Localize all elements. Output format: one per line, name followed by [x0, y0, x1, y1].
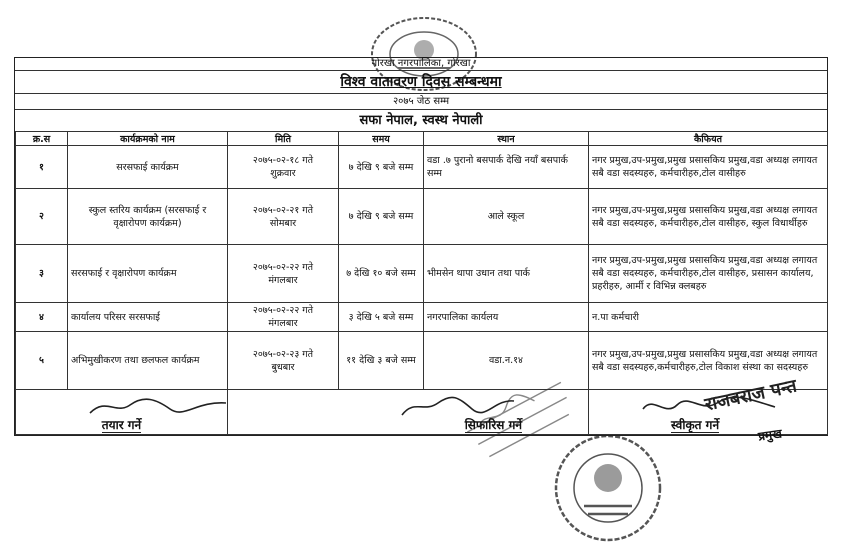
- col-header-remarks: कैफियत: [589, 132, 828, 146]
- program-table: [15, 131, 828, 435]
- row-time: ११ देखि ३ बजे सम्म: [339, 332, 424, 390]
- row-date-line2: बुधबार: [271, 361, 295, 373]
- row-program: स्कुल स्तरिय कार्यक्रम (सरसफाई र वृक्षारोपण कार्यक्रम): [68, 189, 228, 245]
- col-header-place: स्थान: [424, 132, 589, 146]
- table-row: [16, 146, 828, 189]
- row-remarks: नगर प्रमुख,उप-प्रमुख,प्रमुख प्रसासकिय प्रमुख,वडा अध्यक्ष लगायत सबै वडा सदस्यहरु,कर्मचारीहरु,टोल विकाश संस्था का सदस्यहरु: [589, 332, 828, 390]
- col-header-time: समय: [339, 132, 424, 146]
- row-sn: ३: [16, 245, 68, 303]
- row-date-line2: मंगलबार: [268, 318, 298, 329]
- table-row: [16, 189, 828, 245]
- row-program: अभिमुखीकरण तथा छलफल कार्यक्रम: [68, 332, 228, 390]
- prepared-label: तयार गर्ने: [101, 418, 142, 432]
- row-program: सरसफाई कार्यक्रम: [68, 146, 228, 189]
- row-date-line2: मंगलबार: [268, 274, 298, 286]
- row-remarks: न.पा कर्मचारी: [589, 303, 828, 332]
- row-time: ७ देखि ९ बजे सम्म: [339, 189, 424, 245]
- row-date-line1: २०७५-०२-२३ गते: [252, 348, 314, 360]
- table-row: [16, 245, 828, 303]
- official-name-stamp: राजबराज पन्त: [702, 375, 799, 416]
- row-time: ३ देखि ५ बजे सम्म: [339, 303, 424, 332]
- row-date-line1: २०७५-०२-२२ गते: [252, 261, 314, 273]
- office-name: गोरखा नगरपालिका, गोरखा: [15, 58, 827, 71]
- row-sn: २: [16, 189, 68, 245]
- row-place: भीमसेन थापा उधान तथा पार्क: [424, 245, 589, 303]
- prepared-signature: [86, 395, 236, 419]
- table-header-row: [16, 132, 828, 146]
- row-date: [228, 303, 339, 332]
- row-sn: १: [16, 146, 68, 189]
- row-program: कार्यालय परिसर सरसफाई: [68, 303, 228, 332]
- row-date-line2: शुक्रवार: [270, 168, 296, 179]
- col-header-program: कार्यक्रमको नाम: [68, 132, 228, 146]
- official-role-stamp: प्रमुख: [757, 426, 783, 444]
- prepared-cell: [16, 390, 228, 435]
- program-sheet: [14, 57, 828, 436]
- row-date: [228, 146, 339, 189]
- row-date: [228, 245, 339, 303]
- row-date-line1: २०७५-०२-२१ गते: [252, 204, 314, 216]
- document-title: विश्व वातावरण दिवस सम्बन्धमा: [15, 71, 827, 94]
- approved-label: स्वीकृत गर्ने: [671, 418, 720, 432]
- row-program: सरसफाई र वृक्षारोपण कार्यक्रम: [68, 245, 228, 303]
- row-time: ७ देखि १० बजे सम्म: [339, 245, 424, 303]
- row-place: वडा .७ पुरानो बसपार्क देखि नयाँ बसपार्क सम्म: [424, 146, 589, 189]
- row-remarks: नगर प्रमुख,उप-प्रमुख,प्रमुख प्रसासकिय प्रमुख,वडा अध्यक्ष लगायत सबै वडा सदस्यहरु, कर्मचारीहरु,टोल वासीहरु, स्कुल विधार्थीहरु: [589, 189, 828, 245]
- row-date-line1: २०७५-०२-१८ गते: [252, 155, 314, 166]
- row-place: वडा.न.१४: [424, 332, 589, 390]
- row-remarks: नगर प्रमुख,उप-प्रमुख,प्रमुख प्रसासकिय प्रमुख,वडा अध्यक्ष लगायत सबै वडा सदस्यहरु, कर्मचारीहरु,टोल वासीहरु, प्रसासन कार्यालय, प्रहरीहरु, आर्मी र विभिन्न क्लबहरु: [589, 245, 828, 303]
- recommended-signature: [398, 395, 518, 419]
- row-place: नगरपालिका कार्यलय: [424, 303, 589, 332]
- recommended-label: सिफारिस गर्ने: [464, 418, 522, 432]
- row-date: [228, 332, 339, 390]
- slogan: सफा नेपाल, स्वस्थ नेपाली: [359, 113, 483, 128]
- table-row: [16, 332, 828, 390]
- row-time: ७ देखि ९ बजे सम्म: [339, 146, 424, 189]
- row-place: आले स्कूल: [424, 189, 589, 245]
- row-date-line1: २०७५-०२-२२ गते: [252, 305, 314, 316]
- row-date-line2: सोमबार: [269, 217, 297, 229]
- row-remarks: नगर प्रमुख,उप-प्रमुख,प्रमुख प्रसासकिय प्रमुख,वडा अध्यक्ष लगायत सबै वडा सदस्यहरु, कर्मचारीहरु,टोल वासीहरु: [589, 146, 828, 189]
- row-sn: ५: [16, 332, 68, 390]
- col-header-date: मिति: [228, 132, 339, 146]
- row-date: [228, 189, 339, 245]
- table-row: [16, 303, 828, 332]
- recommended-cell: [228, 390, 589, 435]
- date-range: २०७५ जेठ सम्म: [15, 94, 827, 110]
- col-header-sn: क्र.स: [16, 132, 68, 146]
- row-sn: ४: [16, 303, 68, 332]
